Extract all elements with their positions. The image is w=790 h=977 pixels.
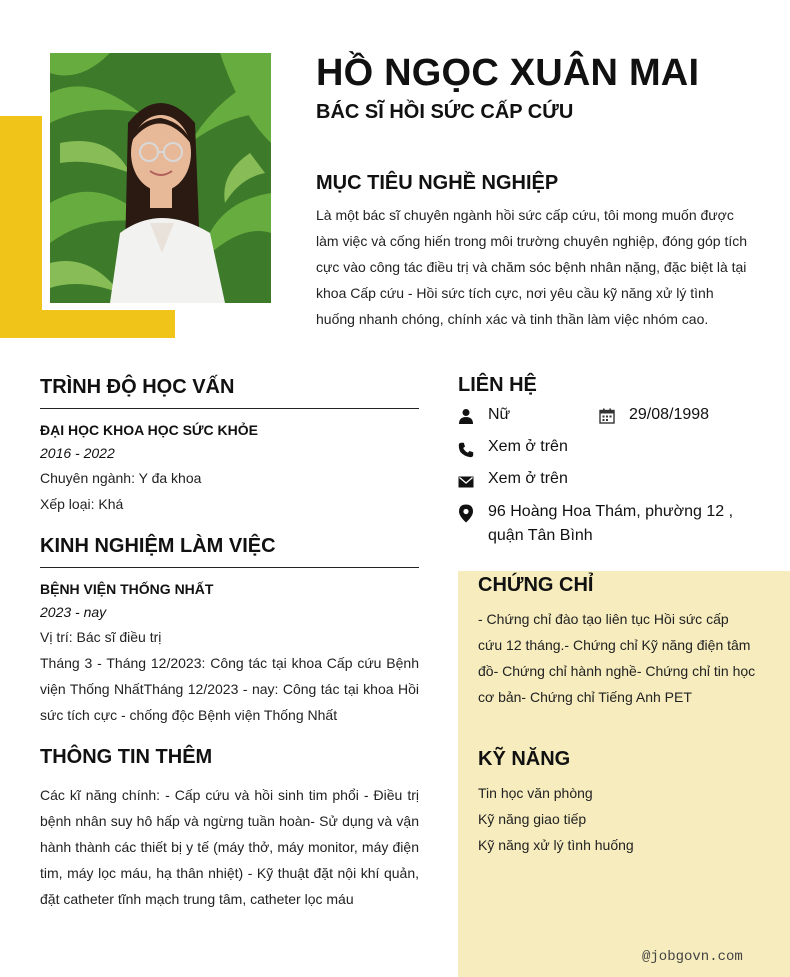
education-heading: TRÌNH ĐỘ HỌC VẤN — [40, 376, 235, 398]
profile-photo — [50, 53, 271, 303]
skill-item: Kỹ năng giao tiếp — [478, 811, 587, 827]
experience-divider — [40, 567, 419, 568]
objective-text: Là một bác sĩ chuyên ngành hồi sức cấp cứu, tôi mong muốn được làm việc và cống hiến trong môi trường chuyên nghiệp, đóng góp tích cực vào công tác điều trị và chăm sóc bệnh nhân nặng, đặc biệt là tại khoa Cấp cứu - Hồi sức tích cực, nơi yêu cầu kỹ năng xử lý tình huống nhanh chóng, chính xác và tinh thần làm việc nhóm cao. — [316, 207, 748, 327]
contact-gender: Nữ — [488, 406, 511, 423]
mail-icon — [458, 474, 474, 490]
skill-item: Kỹ năng xử lý tình huống — [478, 837, 634, 853]
contact-address: 96 Hoàng Hoa Thám, phường 12 , quận Tân Bình — [488, 503, 734, 544]
education-major: Chuyên ngành: Y đa khoa — [40, 470, 202, 486]
education-period: 2016 - 2022 — [40, 445, 115, 461]
job-title: BÁC SĨ HỒI SỨC CẤP CỨU — [316, 101, 574, 123]
experience-heading: KINH NGHIỆM LÀM VIỆC — [40, 535, 276, 557]
phone-icon — [458, 442, 474, 458]
contact-heading: LIÊN HỆ — [458, 374, 537, 396]
objective-heading: MỤC TIÊU NGHỀ NGHIỆP — [316, 172, 559, 194]
certificates-heading: CHỨNG CHỈ — [478, 574, 594, 596]
education-school: ĐẠI HỌC KHOA HỌC SỨC KHỎE — [40, 422, 258, 438]
accent-bar-horizontal — [0, 310, 175, 338]
footer-watermark: @jobgovn.com — [642, 949, 743, 965]
contact-phone: Xem ở trên — [488, 438, 568, 455]
certificates-text: - Chứng chỉ đào tạo liên tục Hồi sức cấp cứu 12 tháng.- Chứng chỉ Kỹ năng điện tâm đồ- Chứng chỉ hành nghề- Chứng chỉ tin học cơ bản- Chứng chỉ Tiếng Anh PET — [478, 611, 756, 705]
experience-company: BỆNH VIỆN THỐNG NHẤT — [40, 581, 214, 597]
experience-period: 2023 - nay — [40, 604, 107, 620]
person-icon — [458, 408, 474, 424]
accent-bar-vertical — [0, 116, 42, 338]
location-pin-icon — [458, 504, 474, 523]
candidate-name: HỒ NGỌC XUÂN MAI — [316, 52, 700, 94]
skills-heading: KỸ NĂNG — [478, 748, 571, 770]
calendar-icon — [599, 408, 615, 424]
experience-description: Tháng 3 - Tháng 12/2023: Công tác tại khoa Cấp cứu Bệnh viện Thống NhấtTháng 12/2023 - nay: Công tác tại khoa Hồi sức tích cực - chống độc Bệnh viện Thống Nhất — [40, 655, 419, 723]
contact-birthday: 29/08/1998 — [629, 406, 710, 423]
skill-item: Tin học văn phòng — [478, 785, 593, 801]
extra-text: Các kĩ năng chính: - Cấp cứu và hồi sinh tim phổi - Điều trị bệnh nhân suy hô hấp và ngừng tuần hoàn- Sử dụng và vận hành thành các thiết bị y tế (máy thở, máy monitor, máy điện tim, máy lọc máu, hạ thân nhiệt) - Kỹ thuật đặt nội khí quản, đặt catheter tĩnh mạch trung tâm, catheter lọc máu — [40, 787, 419, 907]
education-grade: Xếp loại: Khá — [40, 496, 124, 512]
extra-heading: THÔNG TIN THÊM — [40, 746, 213, 768]
contact-email: Xem ở trên — [488, 470, 568, 487]
education-divider — [40, 408, 419, 409]
experience-position: Vị trí: Bác sĩ điều trị — [40, 629, 162, 645]
